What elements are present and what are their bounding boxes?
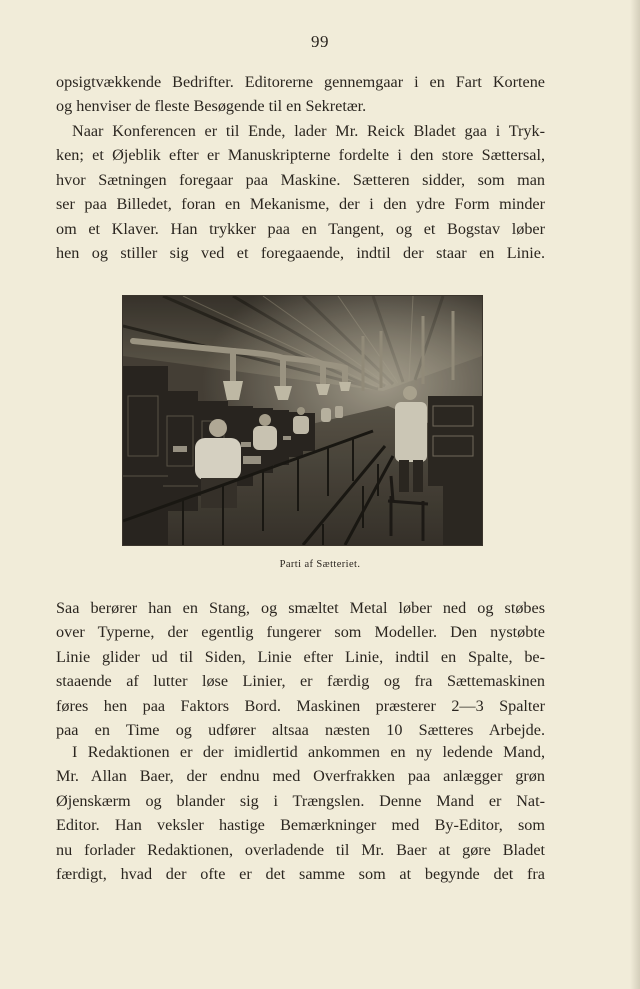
text-line: over Typerne, der egentlig fungerer som Modeller. Den nystøbte — [56, 623, 545, 642]
paragraph-metal-casting — [56, 596, 545, 742]
text-line: Mr. Allan Baer, der endnu med Overfrakken paa anlægger grøn — [56, 767, 545, 786]
paragraph-night-editor — [56, 740, 545, 886]
figure-caption: Parti af Sætteriet. — [279, 559, 361, 570]
text-line: føres hen paa Faktors Bord. Maskinen præsterer 2—3 Spalter — [56, 696, 545, 715]
text-line: staaende af lutter løse Linier, er færdig og fra Sættemaskinen — [56, 672, 545, 691]
text-line: nu forlader Redaktionen, overladende til Mr. Baer at gøre Bladet — [56, 840, 545, 859]
text-line: opsigtvækkende Bedrifter. Editorerne gennemgaar i en Fart Kortene — [56, 73, 545, 91]
text-line: Editor. Han veksler hastige Bemærkninger med By-Editor, som — [56, 816, 545, 835]
text-line: færdigt, hvad der ofte er det samme som at begynde det fra — [56, 865, 545, 884]
text-line: Øjenskærm og blander sig i Trængslen. Denne Mand er Nat- — [56, 791, 545, 810]
composing-room-photo — [122, 295, 483, 546]
text-line: Naar Konferencen er til Ende, lader Mr. Reick Bladet gaa i Tryk- — [72, 122, 545, 140]
text-line: og henviser de fleste Besøgende til en Sekretær. — [56, 97, 367, 116]
paragraph-continued — [56, 70, 545, 119]
text-line: hvor Sætningen foregaar paa Maskine. Sætteren sidder, som man — [56, 170, 545, 189]
page-number: 99 — [311, 32, 329, 51]
text-line: ser paa Billedet, foran en Mekanisme, der i den ydre Form minder — [56, 195, 545, 214]
text-line: Linie glider ud til Siden, Linie efter Linie, indtil en Spalte, be- — [56, 647, 545, 666]
text-line: om et Klaver. Han trykker paa en Tangent, og et Bogstav løber — [56, 219, 545, 238]
page-edge-shadow — [630, 0, 640, 989]
text-line: Saa berører han en Stang, og smæltet Metal løber ned og støbes — [56, 599, 545, 617]
text-line: I Redaktionen er der imidlertid ankommen en ny ledende Mand, — [72, 743, 545, 761]
text-line: hen og stiller sig ved et foregaaende, indtil der staar en Linie. — [56, 244, 545, 263]
text-line: paa en Time og udfører altsaa næsten 10 Sætteres Arbejde. — [56, 721, 545, 740]
text-line: ken; et Øjeblik efter er Manuskripterne fordelte i den store Sættersal, — [56, 146, 545, 165]
paragraph-machine-typesetting — [56, 119, 545, 265]
